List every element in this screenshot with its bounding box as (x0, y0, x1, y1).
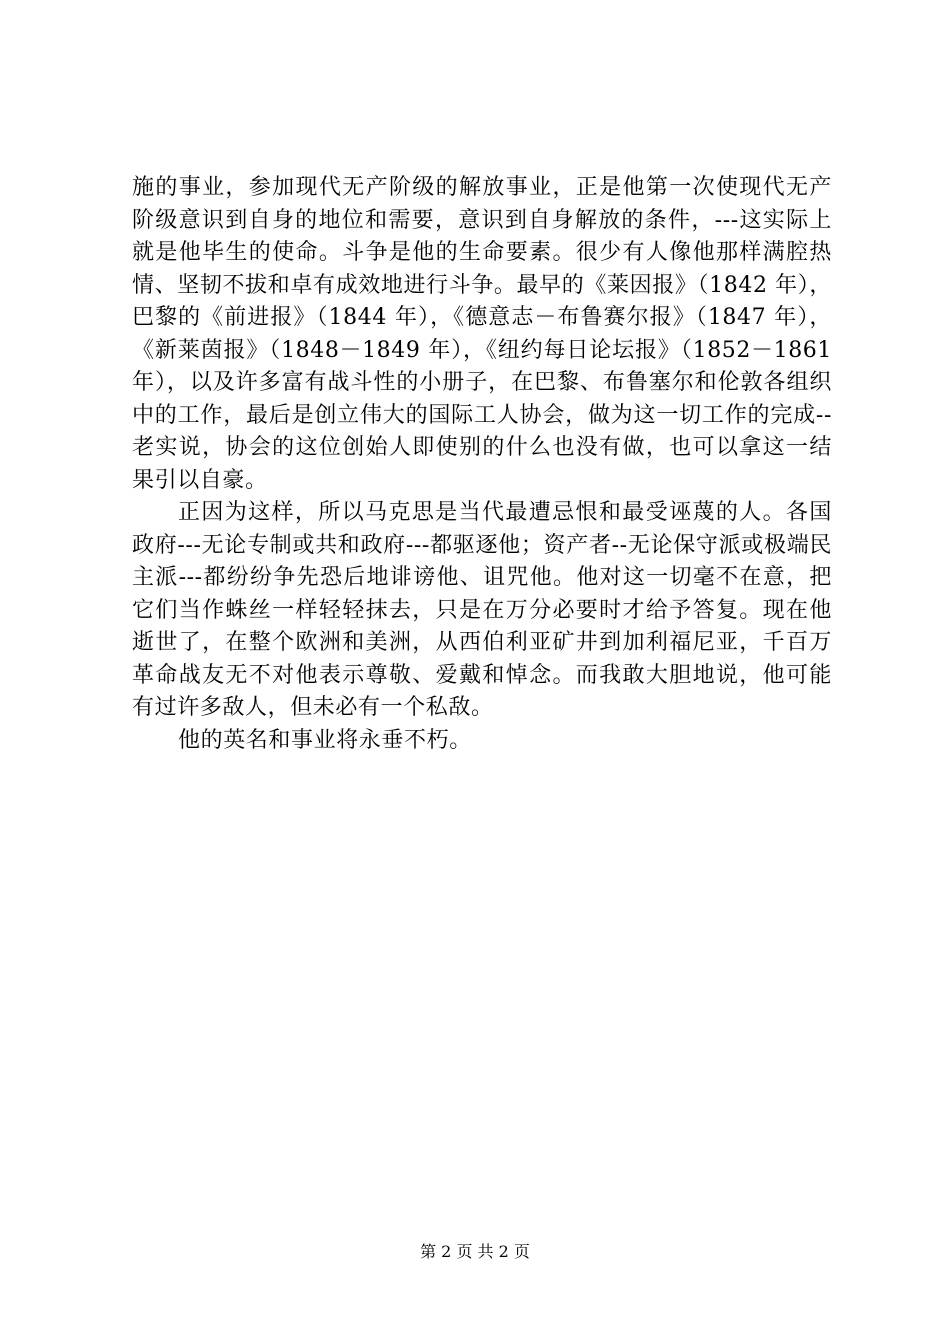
document-body (132, 172, 832, 757)
page-number-footer: 第 2 页 共 2 页 (420, 1242, 530, 1261)
paragraph-marx-vilified: 正因为这样，所以马克思是当代最遭忌恨和最受诬蔑的人。各国政府---无论专制或共和政府---都驱逐他；资产者--无论保守派或极端民主派---都纷纷争先恐后地诽谤他、诅咒他。他对这一切毫不在意，把它们当作蛛丝一样轻轻抹去，只是在万分必要时才给予答复。现在他逝世了，在整个欧洲和美洲，从西伯利亚矿井到加利福尼亚，千百万革命战友无不对他表示尊敬、爱戴和悼念。而我敢大胆地说，他可能有过许多敌人，但未必有一个私敌。 (132, 500, 832, 720)
paragraph-continuation: 施的事业，参加现代无产阶级的解放事业，正是他第一次使现代无产阶级意识到自身的地位和需要，意识到自身解放的条件，---这实际上就是他毕生的使命。斗争是他的生命要素。很少有人像他那样满腔热情、坚韧不拔和卓有成效地进行斗争。最早的《莱因报》（1842 年），巴黎的《前进报》（1844 年），《德意志－布鲁赛尔报》（1847 年），《新莱茵报》（1848－1849 年），《纽约每日论坛报》（1852－1861 年），以及许多富有战斗性的小册子，在巴黎、布鲁塞尔和伦敦各组织中的工作，最后是创立伟大的国际工人协会，做为这一切工作的完成--老实说，协会的这位创始人即使别的什么也没有做，也可以拿这一结果引以自豪。 (132, 175, 832, 493)
paragraph-closing: 他的英名和事业将永垂不朽。 (178, 727, 472, 753)
